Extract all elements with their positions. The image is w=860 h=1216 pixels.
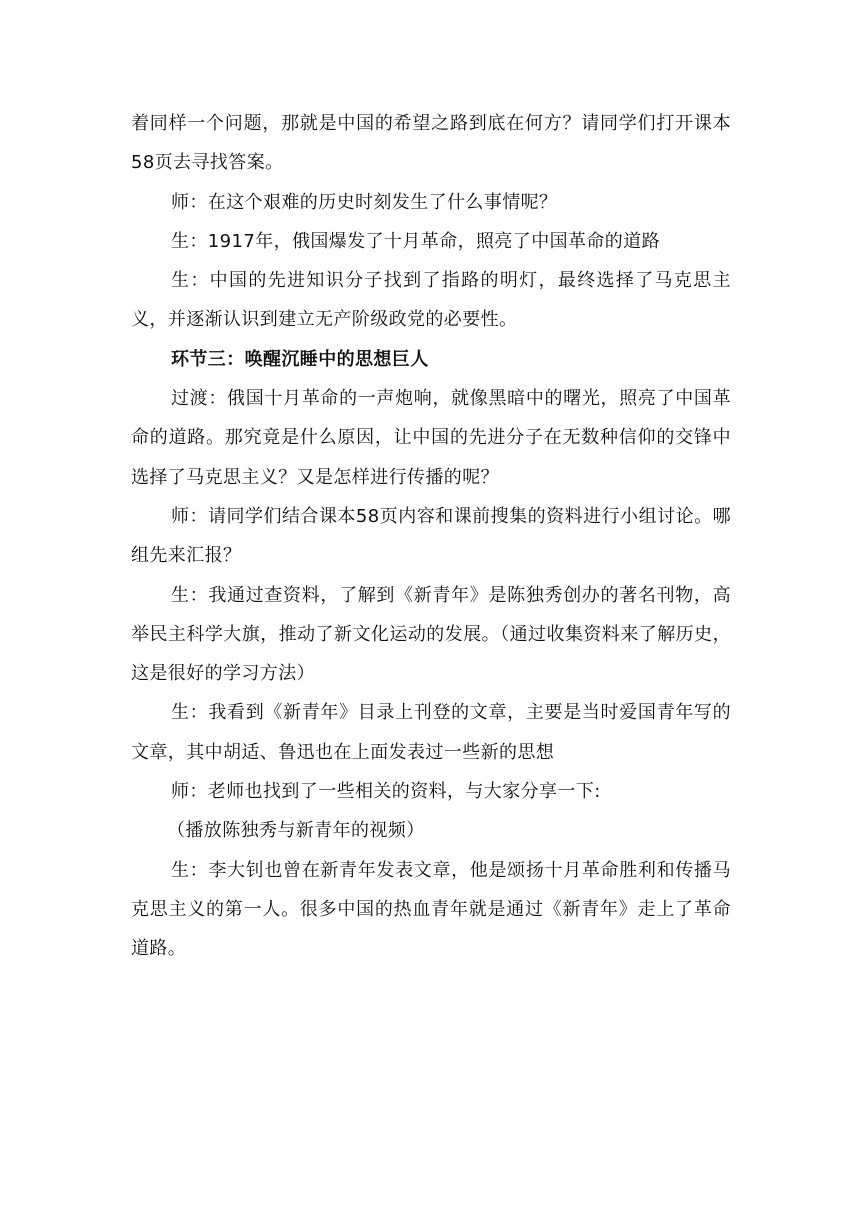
paragraph-teacher-discussion: 师：请同学们结合课本58页内容和课前搜集的资料进行小组讨论。哪组先来汇报？ [131, 505, 731, 567]
document-body [131, 104, 731, 969]
paragraph-teacher-question: 师：在这个艰难的历史时刻发生了什么事情呢？ [171, 191, 558, 213]
paragraph-student-new-youth: 生：我通过查资料，了解到《新青年》是陈独秀创办的著名刊物，高举民主科学大旗，推动了新文化运动的发展。（通过收集资料来了解历史，这是很好的学习方法） [131, 584, 731, 685]
paragraph-teacher-share: 师：老师也找到了一些相关的资料，与大家分享一下: [171, 781, 601, 803]
paragraph-intro-continued: 着同样一个问题，那就是中国的希望之路到底在何方？请同学们打开课本58页去寻找答案。 [131, 113, 731, 174]
paragraph-video-note: （播放陈独秀与新青年的视频） [167, 820, 425, 842]
paragraph-student-li-dazhao: 生：李大钊也曾在新青年发表文章，他是颂扬十月革命胜利和传播马克思主义的第一人。很多中国的热血青年就是通过《新青年》走上了革命道路。 [131, 859, 731, 960]
paragraph-student-catalog: 生：我看到《新青年》目录上刊登的文章，主要是当时爱国青年写的文章，其中胡适、鲁迅也在上面发表过一些新的思想 [131, 702, 731, 763]
paragraph-student-answer-marxism: 生：中国的先进知识分子找到了指路的明灯，最终选择了马克思主义，并逐渐认识到建立无产阶级政党的必要性。 [131, 270, 731, 331]
paragraph-transition: 过渡：俄国十月革命的一声炮响，就像黑暗中的曙光，照亮了中国革命的道路。那究竟是什么原因，让中国的先进分子在无数种信仰的交锋中选择了马克思主义？又是怎样进行传播的呢？ [131, 388, 731, 488]
section-heading: 环节三：唤醒沉睡中的思想巨人 [171, 348, 429, 370]
paragraph-student-answer-1917: 生：1917年，俄国爆发了十月革命，照亮了中国革命的道路 [171, 230, 661, 252]
